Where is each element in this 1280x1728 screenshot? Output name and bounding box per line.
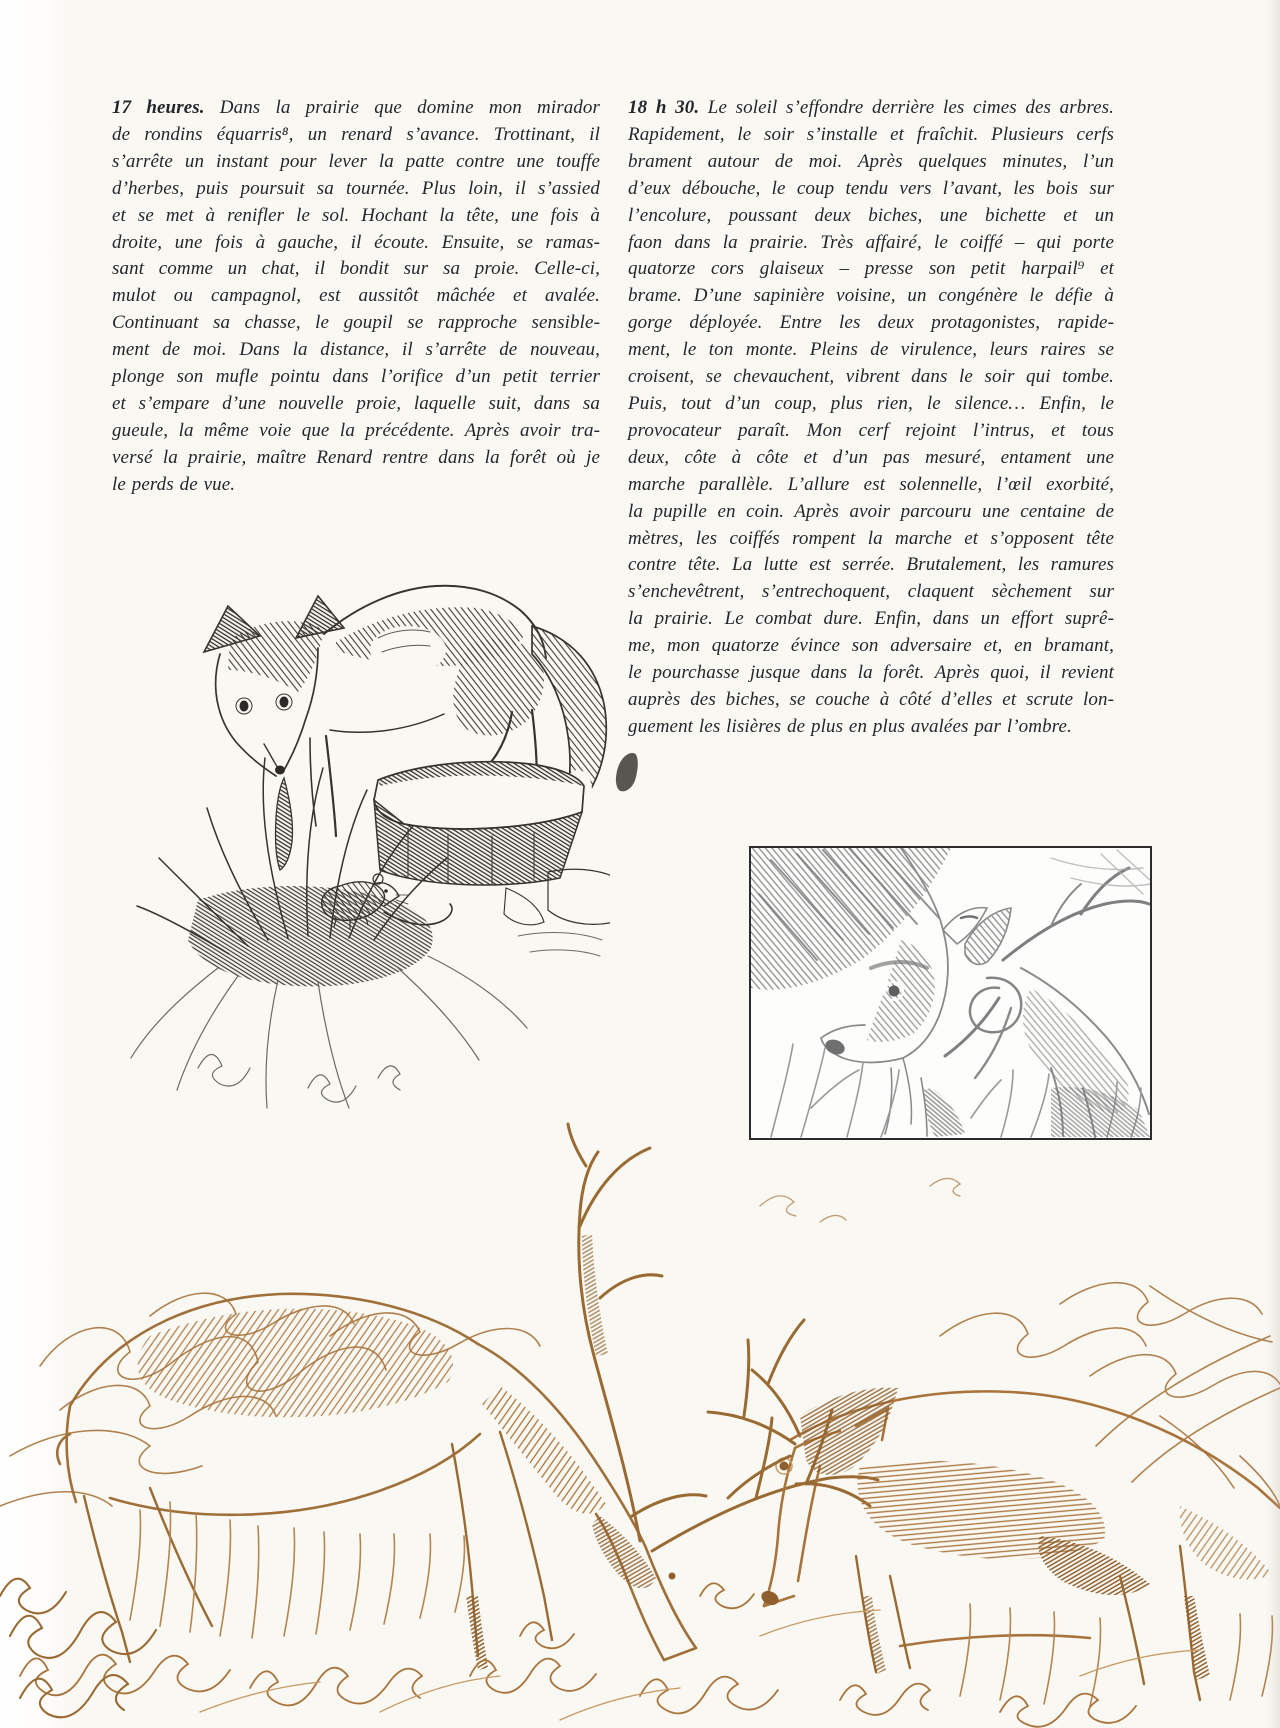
text-line: le pourchasse jusque dans la forêt. Après quoi, il revient xyxy=(628,662,1114,684)
ink-smudge xyxy=(612,750,642,794)
text-line: quatorze cors glaiseux – presse son petit harpail⁹ et xyxy=(628,258,1114,280)
right-column xyxy=(628,95,1114,741)
text-line: ment, le ton monte. Pleins de virulence, leurs raires se xyxy=(628,339,1114,361)
text-line: sant comme un chat, il bondit sur sa proie. Celle-ci, xyxy=(112,258,600,280)
text-line: d’eux débouche, le coup tendu vers l’avant, les bois sur xyxy=(628,177,1114,199)
text-line: la pupille en coin. Après avoir parcouru une centaine de xyxy=(628,500,1114,522)
text-line: gorge déployée. Entre les deux protagonistes, rapide- xyxy=(628,312,1114,334)
time-lead: 18 h 30. xyxy=(628,97,700,118)
text-line: l’encolure, poussant deux biches, une bichette et un xyxy=(628,204,1114,226)
text-line: brame. D’une sapinière voisine, un congénère le défie à xyxy=(628,285,1114,307)
left-column xyxy=(112,95,600,499)
text-line: plonge son mufle pointu dans l’orifice d’un petit terrier xyxy=(112,366,600,388)
time-lead: 17 heures. xyxy=(112,97,205,118)
text-line: la prairie. Le combat dure. Enfin, dans un effort suprê- xyxy=(628,608,1114,630)
text-line: marche parallèle. L’allure est solennelle, l’œil exorbité, xyxy=(628,473,1114,495)
text: Dans la prairie que domine mon mirador xyxy=(204,97,600,118)
text-line: mètres, les coiffés rompent la marche et s’opposent tête xyxy=(628,527,1114,549)
text-line: Continuant sa chasse, le goupil se rapproche sensible- xyxy=(112,312,600,334)
text-line: mulot ou campagnol, est aussitôt mâchée et avalée. xyxy=(112,285,600,307)
text-line: le perds de vue. xyxy=(112,473,236,495)
text-line: gueule, la même voie que la précédente. Après avoir tra- xyxy=(112,419,600,441)
text: Le soleil s’effondre derrière les cimes des arbres. xyxy=(699,97,1114,118)
text-line: d’herbes, puis poursuit sa tournée. Plus loin, il s’assied xyxy=(112,177,600,199)
text-line: Puis, tout d’un coup, plus rien, le silence… Enfin, le xyxy=(628,392,1114,414)
text-line: faon dans la prairie. Très affairé, le coiffé – qui porte xyxy=(628,231,1114,253)
text-line: s’enchevêtrent, s’entrechoquent, claquent sèchement sur xyxy=(628,581,1114,603)
text-line: guement les lisières de plus en plus avalées par l’ombre. xyxy=(628,715,1072,737)
text-line: et s’empare d’une nouvelle proie, laquelle suit, dans sa xyxy=(112,392,600,414)
text-line: ment de moi. Dans la distance, il s’arrête de nouveau, xyxy=(112,339,600,361)
text-line xyxy=(628,95,1114,122)
text-line: versé la prairie, maître Renard rentre dans la forêt où je xyxy=(112,446,600,468)
stags-illustration xyxy=(0,1036,1280,1728)
text-line: droite, une fois à gauche, il écoute. Ensuite, se ramas- xyxy=(112,231,600,253)
text-line: provocateur paraît. Mon cerf rejoint l’intrus, et tous xyxy=(628,419,1114,441)
text-line: auprès des biches, se couche à côté d’elles et scrute lon- xyxy=(628,688,1114,710)
text-line: s’arrête un instant pour lever la patte contre une touffe xyxy=(112,150,600,172)
text-line: contre tête. La lutte est serrée. Brutalement, les ramures xyxy=(628,554,1114,576)
text-line: me, mon quatorze évince son adversaire et, en bramant, xyxy=(628,635,1114,657)
text-line: de rondins équarris⁸, un renard s’avance. Trottinant, il xyxy=(112,123,600,145)
text-line: brament autour de moi. Après quelques minutes, l’un xyxy=(628,150,1114,172)
text-line: deux, côte à côte et d’un pas mesuré, entament une xyxy=(628,446,1114,468)
text-line xyxy=(112,95,600,122)
text-line: croisent, se chevauchent, vibrent dans le soir qui tombe. xyxy=(628,366,1114,388)
text-line: Rapidement, le soir s’installe et fraîchit. Plusieurs cerfs xyxy=(628,123,1114,145)
text-line: et se met à renifler le sol. Hochant la tête, une fois à xyxy=(112,204,600,226)
